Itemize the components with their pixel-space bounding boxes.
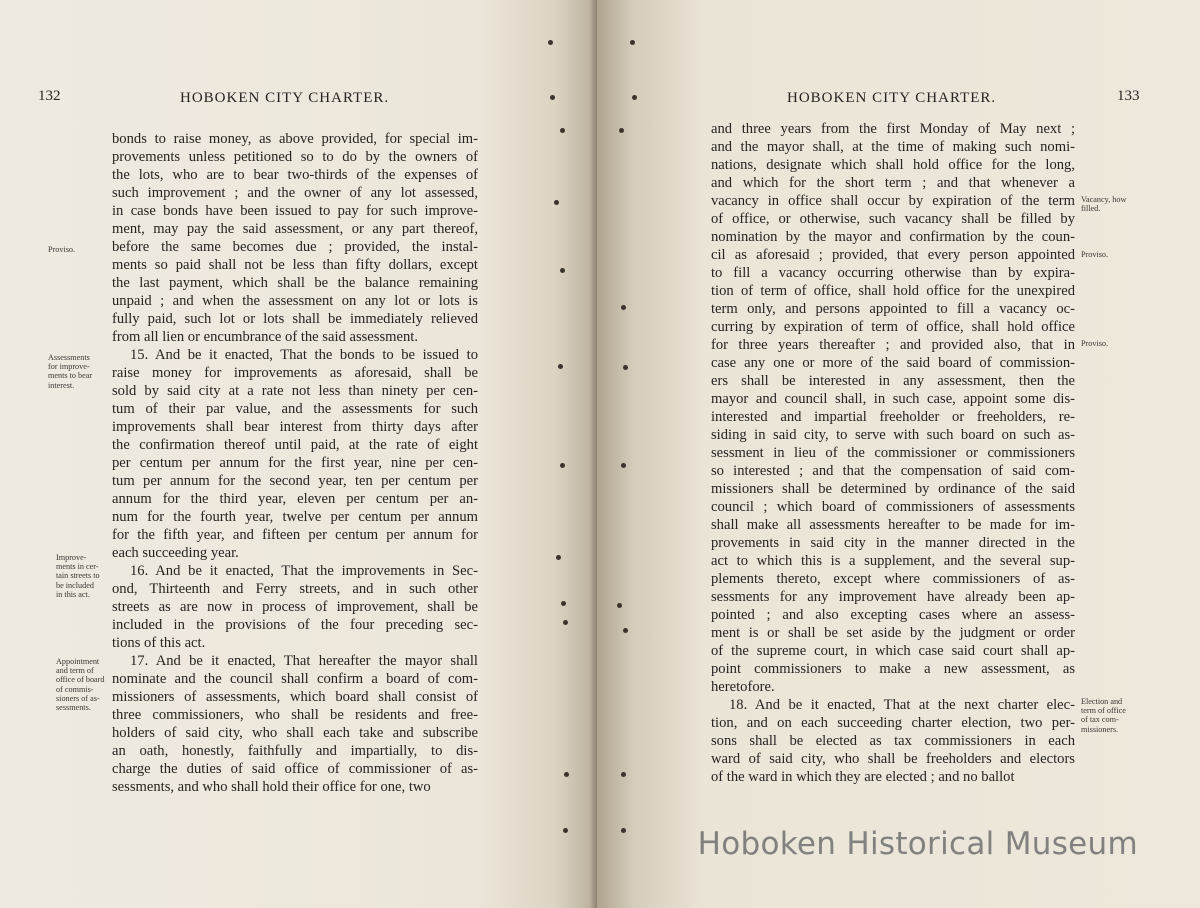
- text-line: before the same becomes due ; provided, the instal-: [112, 239, 478, 255]
- text-line: council ; which board of commissioners of assessments: [711, 499, 1075, 515]
- margin-note-line: be included: [56, 580, 94, 590]
- margin-note-line: in this act.: [56, 589, 90, 599]
- binding-hole: [621, 305, 626, 310]
- page-body-text: [112, 130, 478, 796]
- text-line: bonds to raise money, as above provided, for special im-: [112, 131, 478, 147]
- text-line: 16. And be it enacted, That the improvements in Sec-: [130, 563, 478, 579]
- margin-note-line: missioners.: [1081, 724, 1119, 734]
- text-line: cil as aforesaid ; provided, that every person appointed: [711, 247, 1075, 263]
- binding-hole: [560, 128, 565, 133]
- binding-hole: [564, 772, 569, 777]
- text-line: from all lien or encumbrance of the said assessment.: [112, 329, 418, 345]
- text-line: and which for the short term ; and that whenever a: [711, 175, 1075, 191]
- margin-note-line: sioners of as-: [56, 693, 100, 703]
- margin-note-line: of tax com-: [1081, 715, 1119, 725]
- text-line: pointed ; and also excepting cases where an assess-: [711, 607, 1075, 623]
- text-line: provements unless petitioned so to do by the owners of: [112, 149, 478, 165]
- text-line: ment, may pay the said assessment, or any part thereof,: [112, 221, 478, 237]
- text-line: mayor and council shall, in such case, appoint some dis-: [711, 391, 1075, 407]
- text-line: 15. And be it enacted, That the bonds to be issued to: [130, 347, 478, 363]
- text-line: ward of said city, who shall be freeholders and electors: [711, 751, 1075, 767]
- text-line: ments so paid shall not be less than fifty dollars, except: [112, 257, 478, 273]
- text-line: the confirmation thereof until paid, at the rate of eight: [112, 437, 478, 453]
- running-head: HOBOKEN CITY CHARTER.: [180, 90, 390, 106]
- margin-note-proviso-2: [1081, 339, 1108, 348]
- text-line: tion, and on each succeeding charter election, two per-: [711, 715, 1075, 731]
- binding-hole: [548, 40, 553, 45]
- margin-note-line: Improve-: [56, 553, 87, 562]
- margin-note-line: ments in cer-: [56, 562, 99, 572]
- text-line: heretofore.: [711, 679, 775, 695]
- margin-note-appointment-board: [56, 657, 105, 712]
- text-line: tion of term of office, shall hold office for the unexpired: [711, 283, 1075, 299]
- text-line: charge the duties of said office of commissioner of as-: [112, 761, 478, 777]
- text-line: so interested ; and that the compensation of said com-: [711, 463, 1075, 479]
- text-line: sessments, and who shall hold their office for one, two: [112, 779, 431, 795]
- page-body-text: [711, 120, 1075, 786]
- text-line: included in the provisions of the four preceding sec-: [112, 617, 478, 633]
- text-line: each succeeding year.: [112, 545, 239, 561]
- binding-hole: [558, 364, 563, 369]
- text-line: the last payment, which shall be the balance remaining: [112, 275, 478, 291]
- museum-watermark: Hoboken Historical Museum: [697, 826, 1138, 862]
- text-line: raise money for improvements as aforesaid, shall be: [112, 365, 478, 381]
- text-line: in case bonds have been issued to pay for such improve-: [112, 203, 478, 219]
- margin-note-line: Proviso.: [48, 245, 76, 254]
- binding-hole: [561, 601, 566, 606]
- text-line: three commissioners, who shall be residents and free-: [112, 707, 478, 723]
- text-line: unpaid ; and when the assessment on any lot or lots is: [112, 293, 478, 309]
- text-line: tum of their par value, and the assessments for such: [112, 401, 478, 417]
- text-line: vacancy in office shall occur by expiration of the term: [711, 193, 1075, 209]
- binding-hole: [632, 95, 637, 100]
- text-line: sessment in lieu of the commissioner or commissioners: [711, 445, 1075, 461]
- margin-note-line: for improve-: [48, 362, 90, 372]
- margin-note-line: interest.: [48, 380, 75, 390]
- text-line: ment is or shall be set aside by the judgment or order: [711, 625, 1075, 641]
- text-line: an oath, honestly, faithfully and impartially, to dis-: [112, 743, 478, 759]
- text-line: of the supreme court, in which case said court shall ap-: [711, 643, 1075, 659]
- page-number: 132: [38, 88, 61, 104]
- margin-note-line: term of office: [1081, 706, 1126, 716]
- text-line: nomination by the mayor and confirmation by the coun-: [711, 229, 1075, 245]
- page-number: 133: [1117, 88, 1140, 104]
- text-line: ond, Thirteenth and Ferry streets, and in such other: [112, 581, 478, 597]
- margin-note-election-tax-commissioners: [1081, 697, 1126, 734]
- text-line: term only, and persons appointed to fill a vacancy oc-: [711, 301, 1075, 317]
- text-line: fully paid, such lot or lots shall be immediately relieved: [112, 311, 478, 327]
- text-line: provements in said city in the manner directed in the: [711, 535, 1075, 551]
- text-line: nominate and the council shall confirm a board of com-: [112, 671, 478, 687]
- binding-hole: [619, 128, 624, 133]
- text-line: the lots, who are to bear two-thirds of the expenses of: [112, 167, 478, 183]
- text-line: of office, or otherwise, such vacancy shall be filled by: [711, 211, 1075, 227]
- text-line: holders of said city, who shall each take and subscribe: [112, 725, 478, 741]
- margin-note-line: Assessments: [48, 353, 90, 362]
- margin-note-improvements-streets: [56, 553, 100, 599]
- left-page: [0, 0, 597, 908]
- text-line: curring by expiration of term of office, shall hold office: [711, 319, 1075, 335]
- text-line: annum for the third year, eleven per centum per an-: [112, 491, 478, 507]
- text-line: tions of this act.: [112, 635, 206, 651]
- binding-hole: [554, 200, 559, 205]
- right-page: [597, 0, 1200, 908]
- margin-note-line: Proviso.: [1081, 250, 1109, 259]
- running-head: HOBOKEN CITY CHARTER.: [787, 90, 997, 106]
- binding-hole: [563, 828, 568, 833]
- text-line: 18. And be it enacted, That at the next charter elec-: [729, 697, 1075, 713]
- text-line: per centum per annum for the first year, nine per cen-: [112, 455, 478, 471]
- margin-note-line: ments to bear: [48, 371, 93, 381]
- text-line: siding in said city, to serve with such board on such as-: [711, 427, 1075, 443]
- binding-hole: [623, 628, 628, 633]
- binding-hole: [617, 603, 622, 608]
- binding-hole: [621, 772, 626, 777]
- text-line: streets as are now in process of improvement, shall be: [112, 599, 478, 615]
- text-line: such improvement ; and the owner of any lot assessed,: [112, 185, 478, 201]
- text-line: act to which this is a supplement, and the several sup-: [711, 553, 1075, 569]
- text-line: ers shall be interested in any assessment, then the: [711, 373, 1075, 389]
- text-line: to fill a vacancy occurring otherwise than by expira-: [711, 265, 1075, 281]
- text-line: sold by said city at a rate not less than ninety per cen-: [112, 383, 478, 399]
- margin-note-line: of commis-: [56, 684, 94, 694]
- binding-hole: [621, 828, 626, 833]
- text-line: sessments for any improvement have already been ap-: [711, 589, 1075, 605]
- text-line: case any one or more of the said board of commission-: [711, 355, 1075, 371]
- text-line: sons shall be elected as tax commissioners in each: [711, 733, 1075, 749]
- binding-hole: [630, 40, 635, 45]
- margin-note-line: and term of: [56, 666, 94, 676]
- text-line: 17. And be it enacted, That hereafter the mayor shall: [130, 653, 478, 669]
- text-line: missioners of assessments, which board shall consist of: [112, 689, 478, 705]
- binding-hole: [550, 95, 555, 100]
- margin-note-line: filled.: [1081, 204, 1101, 214]
- text-line: tum per annum for the second year, ten per centum per: [112, 473, 478, 489]
- text-line: point commissioners to make a new assessment, as: [711, 661, 1075, 677]
- margin-note-assessments-interest: [48, 353, 92, 390]
- text-line: and three years from the first Monday of May next ;: [711, 121, 1075, 137]
- binding-hole: [560, 268, 565, 273]
- text-line: interested and impartial freeholder or freeholders, re-: [711, 409, 1075, 425]
- binding-hole: [563, 620, 568, 625]
- binding-hole: [556, 555, 561, 560]
- text-line: for three years thereafter ; and provided also, that in: [711, 337, 1075, 353]
- text-line: nations, designate which shall hold office for the long,: [711, 157, 1075, 173]
- margin-note-line: sessments.: [56, 703, 91, 713]
- text-line: num for the fourth year, twelve per centum per annum: [112, 509, 478, 525]
- margin-note-vacancy: [1081, 195, 1126, 213]
- text-line: shall make all assessments hereafter to be made for im-: [711, 517, 1075, 533]
- margin-note-line: tain streets to: [56, 571, 100, 581]
- text-line: improvements shall bear interest from thirty days after: [112, 419, 478, 435]
- text-line: missioners shall be determined by ordinance of the said: [711, 481, 1075, 497]
- text-line: and the mayor shall, at the time of making such nomi-: [711, 139, 1075, 155]
- margin-note-proviso-1: [1081, 250, 1108, 259]
- margin-note-line: office of board: [56, 675, 105, 685]
- text-line: of the ward in which they are elected ; and no ballot: [711, 769, 1015, 785]
- binding-hole: [560, 463, 565, 468]
- margin-note-line: Proviso.: [1081, 339, 1109, 348]
- binding-hole: [621, 463, 626, 468]
- text-line: for the fifth year, and fifteen per centum per annum for: [112, 527, 478, 543]
- text-line: plements thereto, except where commissioners of as-: [711, 571, 1075, 587]
- margin-note-line: Appointment: [56, 657, 100, 666]
- binding-hole: [623, 365, 628, 370]
- margin-note-proviso: [48, 245, 75, 254]
- margin-note-line: Vacancy, how: [1081, 195, 1127, 204]
- margin-note-line: Election and: [1081, 697, 1123, 706]
